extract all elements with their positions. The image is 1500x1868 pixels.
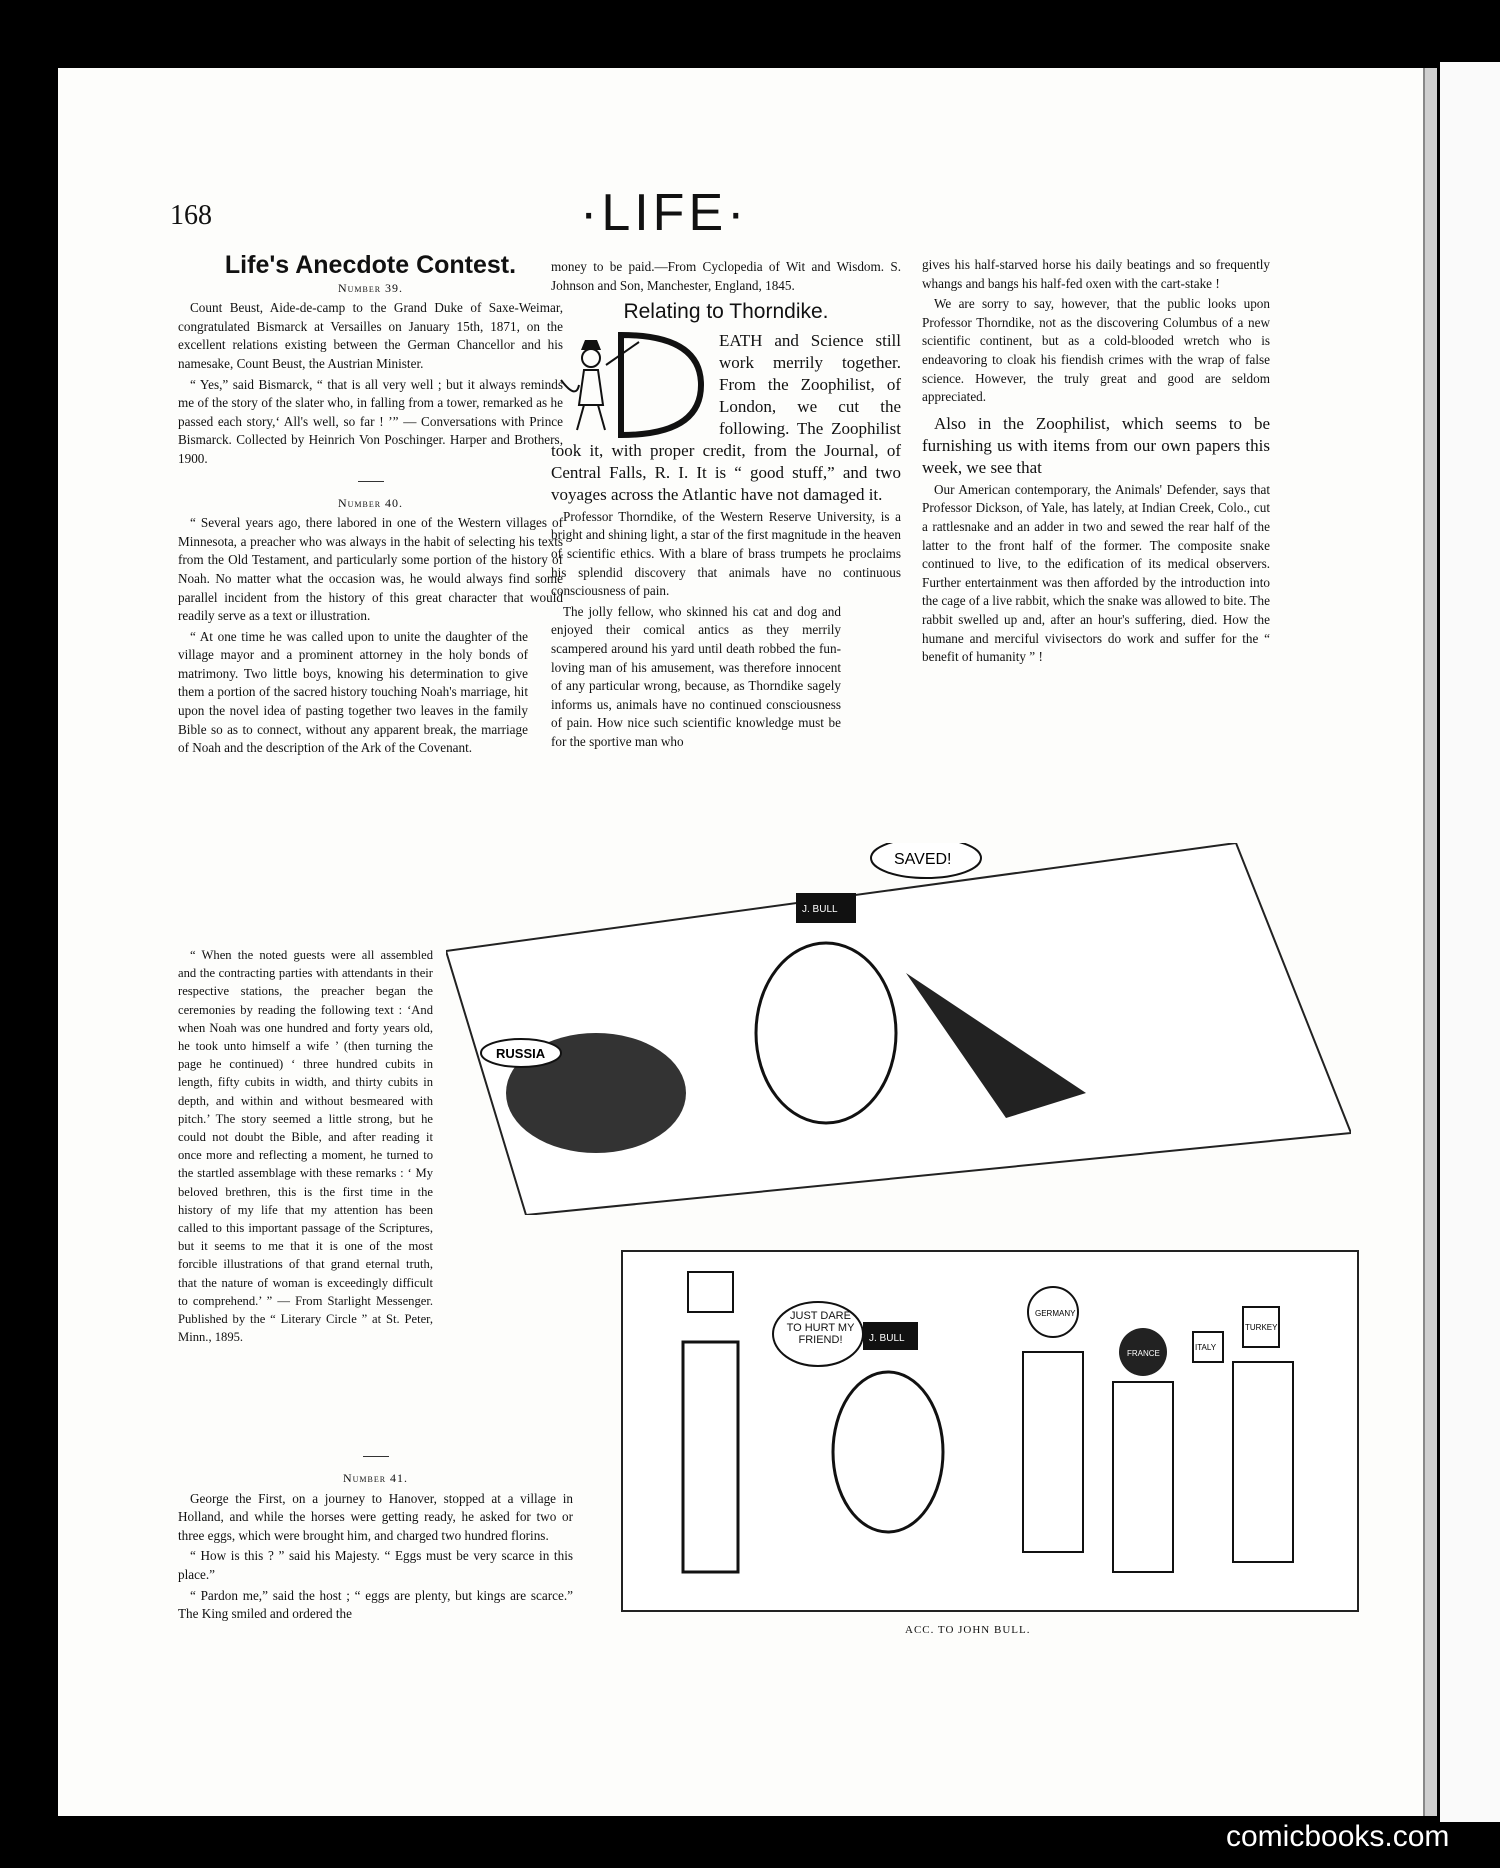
watermark: comicbooks.com: [1226, 1820, 1450, 1853]
paragraph: “ At one time he was called upon to unite the daughter of the village mayor and a prominent attorney in the holy bonds of matrimony. Two little boys, knowing his determination to give them a portion of the sacred history touching Noah's marriage, hit upon the novel idea of pasting together two leaves in the family Bible so as to connect, without any apparent break, the marriage of Noah and the description of the Ark of the Covenant.: [178, 628, 528, 756]
column-3: [922, 256, 1270, 669]
divider: [363, 1456, 389, 1457]
paragraph: Professor Thorndike, of the Western Reserve University, is a bright and shining light, a star of the first magnitude in the heaven of scientific ethics. With a blare of brass trumpets he proclaims his splendid discovery that animals have no continuous consciousness of pain.: [551, 508, 901, 599]
figure-3-label: ITALY: [1195, 1343, 1217, 1352]
anecdote-contest-heading: Life's Anecdote Contest.: [224, 251, 517, 279]
column-1-bottom: [178, 1444, 573, 1626]
column-1: [178, 251, 563, 760]
cartoon-john-bull: [621, 1250, 1359, 1612]
bull-hat-label: J. BULL: [869, 1333, 905, 1344]
thorndike-heading: Relating to Thorndike.: [623, 300, 829, 324]
cartoon-drawing: [623, 1252, 1357, 1610]
paragraph: “ Yes,” said Bismarck, “ that is all very well ; but it always reminds me of the story of the slater who, in falling from a tower, remarked as he passed each story,‘ All's well, so far ! ’” — Conversations with Prince Bismarck. Collected by Heinrich Von Poschinger. Harper and Brothers, 1900.: [178, 376, 563, 466]
page-number: 168: [170, 200, 212, 231]
paragraph: George the First, on a journey to Hanover, stopped at a village in Holland, and while the horses were getting ready, he asked for two or three eggs, which were brought him, and charged two hundred florins.: [178, 1490, 573, 1543]
paragraph: “ Several years ago, there labored in one of the Western villages of Minnesota, a preacher who was always in the habit of selecting his texts from the Old Testament, and particularly some portion of the history of Noah. No matter what the occasion was, he would always find some parallel incident from the history of this great character that would readily serve as a text or illustration.: [178, 515, 563, 624]
paragraph: “ How is this ? ” said his Majesty. “ Eggs must be very scarce in this place.”: [178, 1548, 573, 1582]
paragraph: Also in the Zoophilist, which seems to be furnishing us with items from our own papers this week, we see that: [922, 413, 1270, 477]
paragraph: “ When the noted guests were all assembled and the contracting parties with attendants in their respective stations, the preacher began the ceremonies by reading the following text : ‘And when Noah was one hundred and forty years old, he took unto himself a wife ’ (then turning the page he continued) ‘ three hundred cubits in length, fifty cubits in width, and thirty cubits in depth, and within and without besmeared with pitch.’ The story seemed a little strong, but he could not doubt the Bible, and after reading it once more and reflecting a moment, he turned to the startled assemblage with these remarks : ‘ My beloved brethren, this is the first time in the history of my life that my attention has been called to this important passage of the Scriptures, but it seems to me that it is one of the most forcible illustrations of that grand eternal truth, that the nature of woman is exceedingly difficult to comprehend.’ ” — From Starlight Messenger. Published by the “ Literary Circle ” at St. Peter, Minn., 1895.: [178, 948, 433, 1345]
column-2: [551, 258, 901, 754]
bull-hat-label: J. BULL: [802, 904, 838, 915]
divider: [358, 481, 384, 482]
paragraph: money to be paid.—From Cyclopedia of Wit and Wisdom. S. Johnson and Son, Manchester, England, 1845.: [551, 259, 901, 293]
speech-bubble-text: SAVED!: [894, 851, 952, 868]
paragraph: Count Beust, Aide-de-camp to the Grand Duke of Saxe-Weimar, congratulated Bismarck at Versailles on January 15th, 1871, on the excellent relations existing between the German Chancellor and his namesake, Count Beust, the Austrian Minister.: [178, 300, 563, 371]
paragraph: Our American contemporary, the Animals' Defender, says that Professor Dickson, of Yale, has lately, at Indian Creek, Colo., cut a rattlesnake and an adder in two and sewed the rear half of the latter to the front half of the former. The composite snake continued to live, to the edification of its medical observers. Further entertainment was then afforded by the introduction into the cage of a live rabbit, which the snake was allowed to bite. The rabbit swelled up and, after an hour's suffering, died. How the humane and merciful vivisectors do work and suffer for the “ benefit of humanity ” !: [922, 481, 1271, 665]
figure-1-label: GERMANY: [1035, 1309, 1076, 1318]
jester-dropcap-icon: [551, 330, 711, 440]
paragraph: EATH and Science still work merrily together. From the Zoophilist, of London, we cut the following. The Zoophilist took it, with proper credit, from the Journal, of Central Falls, R. I. It is “ good stuff,” and two voyages across the Atlantic have not damaged it.: [551, 330, 901, 504]
column-1-narrow: [178, 946, 433, 1348]
number-39-label: Number 39.: [337, 280, 404, 295]
number-41-label: Number 41.: [342, 1471, 409, 1485]
figure-2-label: FRANCE: [1127, 1349, 1160, 1358]
paragraph: We are sorry to say, however, that the public looks upon Professor Thorndike, not as the discovering Columbus of a new scientific continent, but as a cold-blooded wretch who is endeavoring to cloak his fiendish crimes with the wrap of false science. However, the truly great and good are seldom appreciated.: [922, 296, 1270, 405]
paragraph: gives his half-starved horse his daily beatings and so frequently whangs and bangs his half-fed oxen with the cart-stake !: [922, 257, 1270, 291]
speech-bubble-text: JUST DARE TO HURT MY FRIEND!: [786, 1310, 855, 1346]
intro-block: [551, 330, 901, 506]
cartoon-caption: ACC. TO JOHN BULL.: [905, 1624, 1031, 1636]
masthead-title: ·LIFE·: [580, 184, 749, 242]
bear-hat-label: RUSSIA: [496, 1046, 546, 1061]
figure-4-label: TURKEY: [1245, 1323, 1278, 1332]
number-40-label: Number 40.: [337, 495, 404, 510]
adjacent-page-edge: [1440, 62, 1500, 1822]
paragraph: The jolly fellow, who skinned his cat and dog and enjoyed their comical antics as they merrily scampered around his yard until death robbed the fun-loving man of his amusement, was therefore innocent of any particular wrong, because, as Thorndike sagely informs us, animals have no continued consciousness of pain. How nice such scientific knowledge must be for the sportive man who: [551, 603, 841, 749]
page-gutter: [1423, 68, 1437, 1816]
cartoon-saved: [446, 843, 1351, 1215]
paragraph: “ Pardon me,” said the host ; “ eggs are plenty, but kings are scarce.” The King smiled and ordered the: [178, 1587, 573, 1622]
